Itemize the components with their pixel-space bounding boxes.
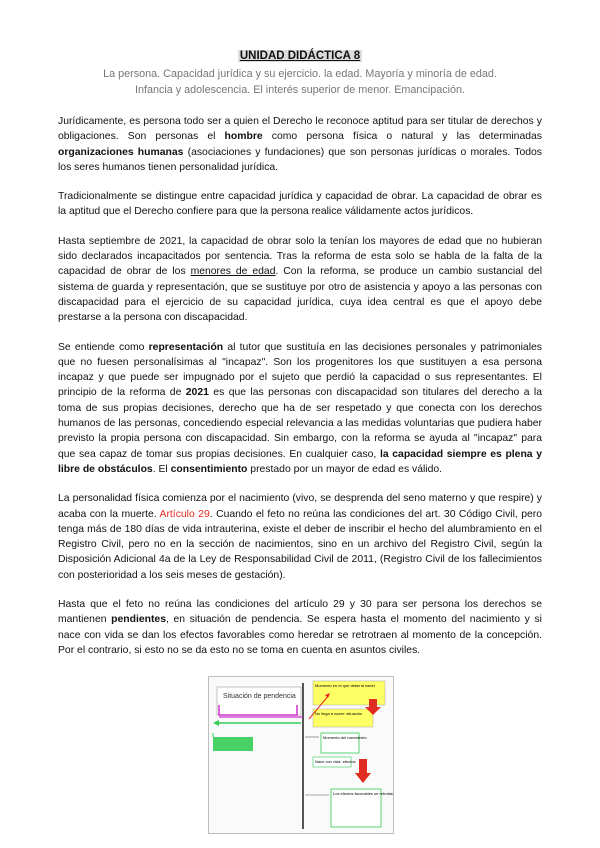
- pendencia-label: Situación de pendencia: [223, 693, 296, 700]
- paragraph-4: Se entiende como representación al tutor que sustituía en las decisiones personales y patrimoniales que no fuesen personalísimas al "incapaz". Son los progenitores los que sustituyen a esa persona incapaz y que puede ser impugnado por el sujeto que perdió la capacidad o sus representantes. El principio de la reforma de 2021 es que las personas con discapacidad son titulares del derecho a la toma de sus propias decisiones, derecho que ha de ser respetado y que conecta con los derechos humanos de las personas, concediendo especial relevancia a las medidas voluntarias que pudiera haber previsto la propia persona con discapacidad. Sin embargo, con la reforma se ayuda al "incapaz" para que sea capaz de tomar sus propias decisiones. En cualquier caso, la capacidad siempre es plena y libre de obstáculos. El consentimiento prestado por un mayor de edad es válido.: [58, 341, 543, 475]
- green-box-3-text: Momento del nacimiento: [323, 735, 367, 740]
- paragraph-1: Jurídicamente, es persona todo ser a quien el Derecho le reconoce aptitud para ser titular de derechos y obligaciones. Son personas el hombre como persona física o natural y las determinadas organizaciones humanas (asociaciones y fundaciones) que son personas jurídicas o morales. Todos los seres humanos tienen personalidad jurídica.: [58, 116, 542, 173]
- paragraph-2: Tradicionalmente se distingue entre capacidad jurídica y capacidad de obrar. La capacidad de obrar es la aptitud que el Derecho confiere para que la persona realice válidamente actos jurídicos.: [58, 191, 542, 218]
- green-box-5-text: Los efectos favorables se retrotraen: [333, 791, 393, 796]
- paragraph-5: La personalidad física comienza por el nacimiento (vivo, se desprenda del seno materno y que respire) y acaba con la muerte. Artículo 29. Cuando el feto no reúna las condiciones del art. 30 Código Civil, pero tenga más de 180 días de vida intrauterina, existe el deber de inscribir el hecho del alumbramiento en el Registro Civil, pero no en la sección de nacimientos, sino en un archivo del Registro Civil, según la Disposición Adicional 4a de la Ley de Responsabilidad Civil de 2011, (Registro Civil de los fallecimientos con posterioridad a los seis meses de gestación).: [58, 493, 542, 581]
- document-title: UNIDAD DIDÁCTICA 8: [239, 50, 361, 62]
- yellow-box-2-text: No llega a nacer: situación: [315, 711, 363, 716]
- subtitle-line-1: La persona. Capacidad jurídica y su ejercicio. la edad. Mayoría y minoría de edad.: [103, 68, 497, 80]
- paragraph-6: Hasta que el feto no reúna las condiciones del artículo 29 y 30 para ser persona los derechos se mantienen pendientes, en situación de pendencia. Se espera hasta el momento del nacimiento y si nace con vida se dan los efectos favorables como heredar se retrotraen al momento de la concepción. Por el contrario, si esto no se da esto no se toma en cuenta en asuntos civiles.: [58, 599, 542, 656]
- yellow-box-1-text: Momento en el que debería nacer: [315, 683, 376, 688]
- article-29-link: Artículo 29: [159, 508, 210, 520]
- document-page: [58, 50, 542, 672]
- pendencia-box: [217, 687, 301, 715]
- document-subtitle: [58, 66, 542, 98]
- diagram-svg: [209, 677, 393, 833]
- paragraph-3: Hasta septiembre de 2021, la capacidad de obrar solo la tenían los mayores de edad que no hubieran sido declarados incapacitados por sentencia. Tras la reforma de esta solo se habla de la falta de la capacidad de obrar de los menores de edad. Con la reforma, se produce un cambio sustancial del sistema de guarda y representación, que se sustituye por otro de asistencia y apoyo a las personas con discapacidad para el ejercicio de su capacidad jurídica, cuya idea central es que el apoyo debe prestarse a la persona con discapacidad.: [58, 235, 543, 324]
- green-arrow-head: [213, 720, 219, 726]
- subtitle-line-2: Infancia y adolescencia. El interés superior de menor. Emancipación.: [134, 84, 466, 96]
- pendencia-diagram: [208, 676, 394, 834]
- green-left-box: [213, 737, 253, 751]
- red-arrow-2: [355, 759, 371, 783]
- green-box-4-text: Nace con vida: efectos: [315, 759, 356, 764]
